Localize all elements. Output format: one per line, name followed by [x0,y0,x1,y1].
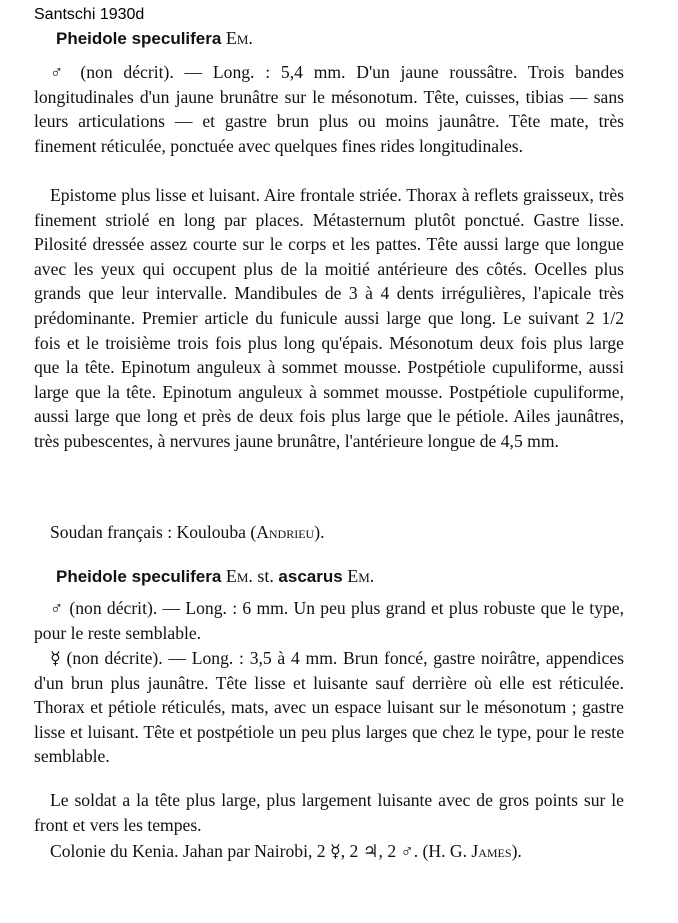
morphology-paragraph [34,183,624,454]
colony-paragraph [34,839,624,864]
species-name: Pheidole speculifera [56,567,222,586]
subspecies-author: Em. [347,566,375,586]
paragraph-text: ♂ (non décrit). — Long. : 6 mm. Un peu plus grand et plus robuste que le type, pour le reste semblable. [34,598,624,643]
paragraph-text: ♂ (non décrit). — Long. : 5,4 mm. D'un jaune roussâtre. Trois bandes longitudinales d'un jaune brunâtre sur le mésonotum. Tête, cuisses, tibias — sans leurs articulations — et gastre brun plus ou moins jaunâtre. Tête mate, très finement réticulée, ponctuée avec quelques fines rides longitudinales. [34,62,624,156]
locality-line [34,520,624,545]
species-author: Em. [225,566,253,586]
paragraph-text: Le soldat a la tête plus large, plus largement luisante avec de gros points sur le front et vers les tempes. [34,790,624,835]
male-subspecies-paragraph [34,596,624,645]
source-header: Santschi 1930d [34,6,145,23]
collector-name: James [471,841,512,861]
paragraph-text: Epistome plus lisse et luisant. Aire frontale striée. Thorax à reflets graisseux, très finement striolé en long par places. Métasternum plutôt ponctué. Gastre lisse. Pilosité dressée assez courte sur le corps et les pattes. Tête aussi large que longue avec les yeux qui occupent plus de la moitié antérieure des côtés. Ocelles plus grands que leur intervalle. Mandibules de 3 à 4 dents irrégulières, l'apicale très prédominante. Premier article du funicule aussi large que long. Le suivant 2 1/2 fois et le troisième trois fois plus long qu'épais. Mésonotum deux fois plus large que la tête. Epinotum anguleux à sommet mousse. Postpétiole cupuliforme, aussi large que la tête. Epinotum anguleux à sommet mousse. Postpétiole cupuliforme, aussi large que long et près de deux fois plus large que le pétiole. Ailes jaunâtres, très pubescentes, à nervures jaune brunâtre, l'antérieure longue de 4,5 mm. [34,185,624,451]
subspecies-name: ascarus [278,567,343,586]
species-name: Pheidole speculifera [56,29,222,48]
locality-text: Soudan français : Koulouba ( [50,522,257,542]
species-author: Em. [225,28,253,48]
paragraph-text: ☿ (non décrite). — Long. : 3,5 à 4 mm. Brun foncé, gastre noirâtre, appendices d'un brun plus jaunâtre. Tête lisse et luisante sauf derrière où elle est réticulée. Thorax et pétiole réticulés, mats, avec un espace luisant sur le mésonotum ; gastre lisse et luisant. Tête et postpétiole un peu plus larges que chez le type, pour le reste semblable. [34,648,624,767]
soldier-paragraph [34,788,624,837]
colony-end: ). [511,841,522,861]
locality-end: ). [314,522,325,542]
male-description-paragraph [34,60,624,158]
colony-line [34,839,624,864]
locality-paragraph [34,520,624,545]
rank-label: st. [257,566,274,586]
species-title [56,26,253,51]
worker-paragraph [34,646,624,769]
collector-name: Andrieu [256,522,315,542]
colony-text: Colonie du Kenia. Jahan par Nairobi, 2 ☿, 2 ♃, 2 ♂. (H. G. [50,841,472,861]
subspecies-title [56,564,374,589]
